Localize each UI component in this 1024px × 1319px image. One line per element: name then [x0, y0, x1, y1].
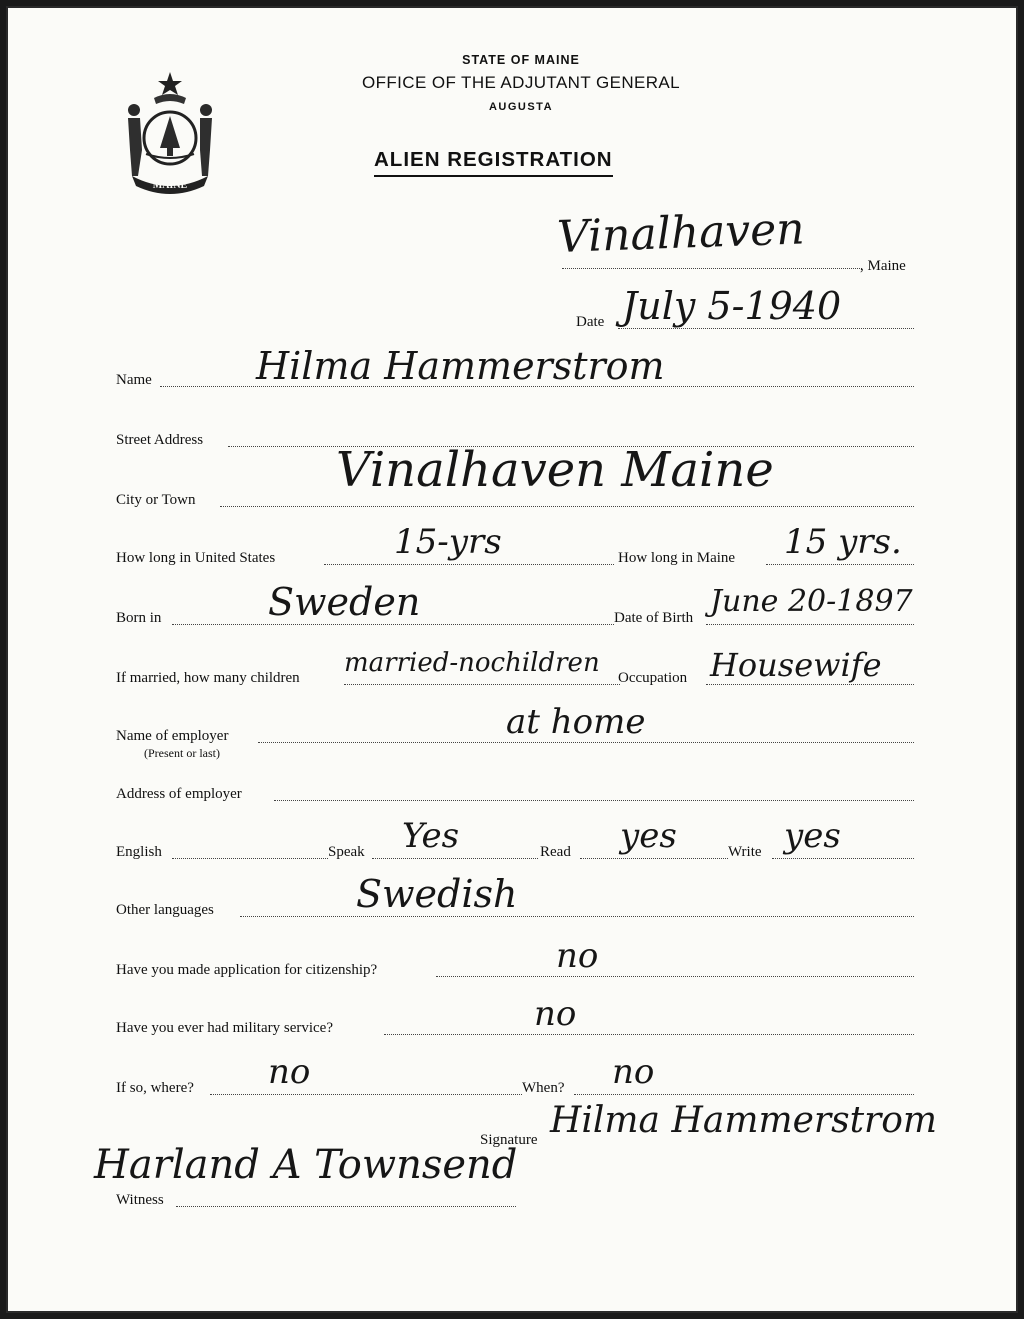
- employer-label: Name of employer: [116, 728, 229, 744]
- name-value: Hilma Hammerstrom: [256, 344, 665, 388]
- how-long-maine-value: 15 yrs.: [784, 522, 902, 562]
- citizenship-label: Have you made application for citizenship?: [116, 962, 378, 978]
- how-long-us-value: 15-yrs: [394, 522, 502, 562]
- speak-line: [372, 858, 538, 859]
- born-in-value: Sweden: [268, 580, 421, 624]
- citizenship-line: [436, 976, 914, 977]
- write-label: Write: [728, 844, 762, 860]
- occupation-value: Housewife: [710, 646, 882, 684]
- witness-value: Harland A Townsend: [94, 1142, 518, 1188]
- employer-address-label: Address of employer: [116, 786, 242, 802]
- when-label: When?: [522, 1080, 565, 1096]
- name-label: Name: [116, 372, 152, 388]
- how-long-maine-label: How long in Maine: [618, 550, 736, 566]
- other-languages-line: [240, 916, 914, 917]
- when-line: [574, 1094, 914, 1095]
- employer-value: at home: [506, 702, 646, 742]
- born-in-line: [172, 624, 614, 625]
- married-line: [344, 684, 620, 685]
- occupation-label: Occupation: [618, 670, 688, 686]
- other-languages-label: Other languages: [116, 902, 214, 918]
- registration-form: [6, 6, 1018, 1313]
- military-line: [384, 1034, 914, 1035]
- form-title: ALIEN REGISTRATION: [374, 148, 613, 177]
- speak-value: Yes: [402, 816, 460, 856]
- date-label: Date: [576, 314, 605, 330]
- witness-line: [176, 1206, 516, 1207]
- header-office: OFFICE OF THE ADJUTANT GENERAL: [361, 73, 681, 92]
- read-line: [580, 858, 728, 859]
- write-line: [772, 858, 914, 859]
- married-value: married-nochildren: [344, 648, 600, 678]
- read-label: Read: [540, 844, 571, 860]
- city-line: [220, 506, 914, 507]
- employer-address-line: [274, 800, 914, 801]
- english-label: English: [116, 844, 162, 860]
- other-languages-value: Swedish: [356, 872, 518, 916]
- read-value: yes: [620, 816, 677, 856]
- where-line: [210, 1094, 522, 1095]
- how-long-us-line: [324, 564, 614, 565]
- speak-label: Speak: [328, 844, 365, 860]
- signature-value: Hilma Hammerstrom: [550, 1100, 938, 1141]
- where-value: no: [268, 1052, 311, 1092]
- how-long-us-label: How long in United States: [116, 550, 276, 566]
- english-line: [172, 858, 328, 859]
- married-label: If married, how many children: [116, 670, 300, 686]
- date-value: July 5-1940: [622, 284, 842, 328]
- write-value: yes: [784, 816, 841, 856]
- when-value: no: [612, 1052, 655, 1092]
- signature-label: Signature: [480, 1132, 538, 1148]
- military-value: no: [534, 994, 577, 1034]
- town-value: Vinalhaven: [556, 203, 806, 263]
- citizenship-value: no: [556, 936, 599, 976]
- street-label: Street Address: [116, 432, 204, 448]
- date-line: [618, 328, 914, 329]
- dob-label: Date of Birth: [614, 610, 694, 626]
- state-of-maine-seal-icon: [114, 68, 226, 196]
- employer-line: [258, 742, 914, 743]
- city-value: Vinalhaven Maine: [336, 442, 774, 498]
- dob-value: June 20-1897: [710, 584, 913, 619]
- city-label: City or Town: [116, 492, 196, 508]
- born-in-label: Born in: [116, 610, 162, 626]
- witness-label: Witness: [116, 1192, 164, 1208]
- seal-banner: MAINE: [152, 180, 188, 191]
- town-line: [562, 268, 862, 269]
- dob-line: [706, 624, 914, 625]
- military-label: Have you ever had military service?: [116, 1020, 333, 1036]
- how-long-maine-line: [766, 564, 914, 565]
- occupation-line: [706, 684, 914, 685]
- maine-suffix: , Maine: [860, 258, 906, 274]
- employer-sublabel: (Present or last): [144, 746, 220, 760]
- where-label: If so, where?: [116, 1080, 194, 1096]
- header-state: STATE OF MAINE: [462, 53, 580, 67]
- header-city: AUGUSTA: [488, 101, 554, 113]
